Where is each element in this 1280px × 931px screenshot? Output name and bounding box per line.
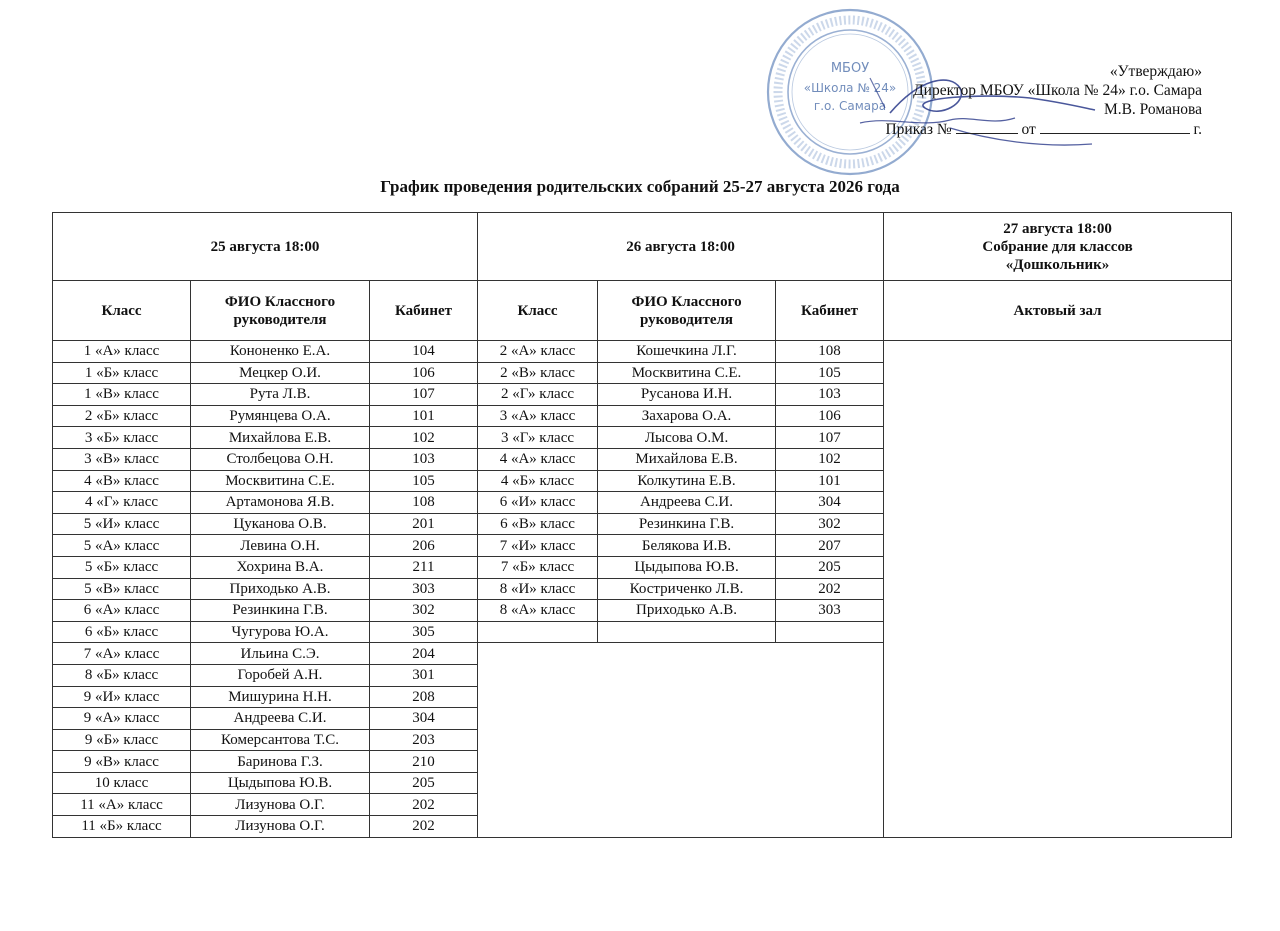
day2-empty-cell [478,621,598,643]
order-label: Приказ № [885,121,952,138]
day2-class-cell: 8 «И» класс [478,578,598,600]
day1-room-cell: 202 [370,816,478,838]
day1-teacher-cell: Лизунова О.Г. [191,794,370,816]
day1-class-cell: 1 «В» класс [53,384,191,406]
day2-room-cell: 103 [776,384,884,406]
day2-header: 26 августа 18:00 [478,213,884,281]
day2-teacher-cell: Колкутина Е.В. [598,470,776,492]
day1-room-cell: 203 [370,729,478,751]
day1-class-cell: 7 «А» класс [53,643,191,665]
day1-teacher-cell: Лизунова О.Г. [191,816,370,838]
day1-teacher-cell: Резинкина Г.В. [191,600,370,622]
day2-teacher-cell: Резинкина Г.В. [598,513,776,535]
day2-room-cell: 106 [776,405,884,427]
day1-class-cell: 5 «В» класс [53,578,191,600]
day2-teacher-cell: Лысова О.М. [598,427,776,449]
order-date-blank [1040,119,1190,134]
day2-room-cell: 302 [776,513,884,535]
day2-class-cell: 6 «В» класс [478,513,598,535]
day1-class-cell: 5 «Б» класс [53,556,191,578]
day1-teacher-cell: Румянцева О.А. [191,405,370,427]
col-teacher-1: ФИО Классного руководителя [191,281,370,341]
day2-teacher-cell: Костриченко Л.В. [598,578,776,600]
day1-teacher-cell: Цыдыпова Ю.В. [191,772,370,794]
day1-teacher-cell: Чугурова Ю.А. [191,621,370,643]
day2-room-cell: 102 [776,448,884,470]
day1-teacher-cell: Москвитина С.Е. [191,470,370,492]
day1-room-cell: 210 [370,751,478,773]
day3-blank-area [884,341,1232,838]
day1-room-cell: 303 [370,578,478,600]
day1-teacher-cell: Андреева С.И. [191,708,370,730]
col-class-2: Класс [478,281,598,341]
approval-block [782,62,1202,139]
day2-teacher-cell: Андреева С.И. [598,492,776,514]
day2-teacher-cell: Цыдыпова Ю.В. [598,556,776,578]
day1-class-cell: 8 «Б» класс [53,664,191,686]
approval-order [782,119,1202,139]
day1-room-cell: 107 [370,384,478,406]
day2-class-cell: 2 «Г» класс [478,384,598,406]
day1-teacher-cell: Баринова Г.З. [191,751,370,773]
day1-teacher-cell: Столбецова О.Н. [191,448,370,470]
day1-teacher-cell: Рута Л.В. [191,384,370,406]
day2-class-cell: 8 «А» класс [478,600,598,622]
day1-class-cell: 10 класс [53,772,191,794]
day1-teacher-cell: Ильина С.Э. [191,643,370,665]
svg-text:«Школа № 24»: «Школа № 24» [803,81,897,95]
day2-room-cell: 105 [776,362,884,384]
day1-room-cell: 304 [370,708,478,730]
day2-teacher-cell: Захарова О.А. [598,405,776,427]
day1-teacher-cell: Приходько А.В. [191,578,370,600]
day1-room-cell: 201 [370,513,478,535]
day1-teacher-cell: Комерсантова Т.С. [191,729,370,751]
day2-teacher-cell: Русанова И.Н. [598,384,776,406]
day1-teacher-cell: Кононенко Е.А. [191,341,370,363]
day1-room-cell: 104 [370,341,478,363]
day1-class-cell: 5 «А» класс [53,535,191,557]
day1-room-cell: 211 [370,556,478,578]
day2-empty-cell [776,621,884,643]
day2-class-cell: 3 «Г» класс [478,427,598,449]
day2-blank-area [478,643,884,837]
day2-class-cell: 7 «Б» класс [478,556,598,578]
approval-director: Директор МБОУ «Школа № 24» г.о. Самара [913,82,1202,99]
day1-room-cell: 108 [370,492,478,514]
svg-text:г.о. Самара: г.о. Самара [813,99,887,113]
day1-room-cell: 106 [370,362,478,384]
day2-class-cell: 6 «И» класс [478,492,598,514]
col-room-1: Кабинет [370,281,478,341]
day1-class-cell: 1 «Б» класс [53,362,191,384]
day1-class-cell: 2 «Б» класс [53,405,191,427]
day2-class-cell: 4 «А» класс [478,448,598,470]
day2-class-cell: 3 «А» класс [478,405,598,427]
day1-class-cell: 6 «А» класс [53,600,191,622]
day1-teacher-cell: Артамонова Я.В. [191,492,370,514]
document-title: График проведения родительских собраний 25-27 августа 2026 года [380,177,900,196]
order-number-blank [956,119,1018,134]
day1-teacher-cell: Левина О.Н. [191,535,370,557]
day1-room-cell: 301 [370,664,478,686]
day2-room-cell: 303 [776,600,884,622]
day2-room-cell: 207 [776,535,884,557]
day1-room-cell: 202 [370,794,478,816]
day1-class-cell: 11 «А» класс [53,794,191,816]
day3-header-date: 27 августа 18:00 [1003,220,1112,237]
day1-class-cell: 6 «Б» класс [53,621,191,643]
day2-room-cell: 108 [776,341,884,363]
day1-room-cell: 205 [370,772,478,794]
day1-room-cell: 302 [370,600,478,622]
day1-header: 25 августа 18:00 [53,213,478,281]
day1-teacher-cell: Мецкер О.И. [191,362,370,384]
day2-teacher-cell: Белякова И.В. [598,535,776,557]
day1-teacher-cell: Михайлова Е.В. [191,427,370,449]
order-from-label: от [1021,121,1036,138]
day1-class-cell: 9 «Б» класс [53,729,191,751]
svg-text:МБОУ: МБОУ [830,61,870,76]
day1-class-cell: 3 «В» класс [53,448,191,470]
day1-room-cell: 208 [370,686,478,708]
order-year-suffix: г. [1193,121,1202,138]
day3-header-desc: Собрание для классов [982,238,1133,255]
day3-header [884,213,1232,281]
day2-room-cell: 304 [776,492,884,514]
day2-teacher-cell: Приходько А.В. [598,600,776,622]
day1-teacher-cell: Цуканова О.В. [191,513,370,535]
approval-name: М.В. Романова [1103,101,1202,118]
day1-room-cell: 102 [370,427,478,449]
day1-class-cell: 1 «А» класс [53,341,191,363]
day2-room-cell: 205 [776,556,884,578]
col-class-1: Класс [53,281,191,341]
day1-class-cell: 4 «Г» класс [53,492,191,514]
day1-room-cell: 204 [370,643,478,665]
day2-room-cell: 101 [776,470,884,492]
day1-room-cell: 206 [370,535,478,557]
day1-class-cell: 3 «Б» класс [53,427,191,449]
day1-room-cell: 305 [370,621,478,643]
day2-room-cell: 107 [776,427,884,449]
day2-class-cell: 4 «Б» класс [478,470,598,492]
day3-location: Актовый зал [884,281,1232,341]
table-row [53,341,1232,363]
day1-class-cell: 5 «И» класс [53,513,191,535]
day1-class-cell: 4 «В» класс [53,470,191,492]
col-room-2: Кабинет [776,281,884,341]
day1-room-cell: 101 [370,405,478,427]
day2-teacher-cell: Москвитина С.Е. [598,362,776,384]
day1-class-cell: 9 «В» класс [53,751,191,773]
approval-title: «Утверждаю» [1109,63,1202,80]
schedule-body [53,341,1232,838]
day2-class-cell: 7 «И» класс [478,535,598,557]
day3-header-group: «Дошкольник» [1005,256,1110,273]
day2-class-cell: 2 «В» класс [478,362,598,384]
day1-class-cell: 9 «И» класс [53,686,191,708]
day1-room-cell: 103 [370,448,478,470]
day2-class-cell: 2 «А» класс [478,341,598,363]
day2-empty-cell [598,621,776,643]
day1-teacher-cell: Мишурина Н.Н. [191,686,370,708]
schedule-table [52,212,1232,838]
day2-room-cell: 202 [776,578,884,600]
day1-room-cell: 105 [370,470,478,492]
day1-class-cell: 9 «А» класс [53,708,191,730]
day1-class-cell: 11 «Б» класс [53,816,191,838]
day2-teacher-cell: Кошечкина Л.Г. [598,341,776,363]
day1-teacher-cell: Хохрина В.А. [191,556,370,578]
day1-teacher-cell: Горобей А.Н. [191,664,370,686]
col-teacher-2: ФИО Классного руководителя [598,281,776,341]
day2-teacher-cell: Михайлова Е.В. [598,448,776,470]
